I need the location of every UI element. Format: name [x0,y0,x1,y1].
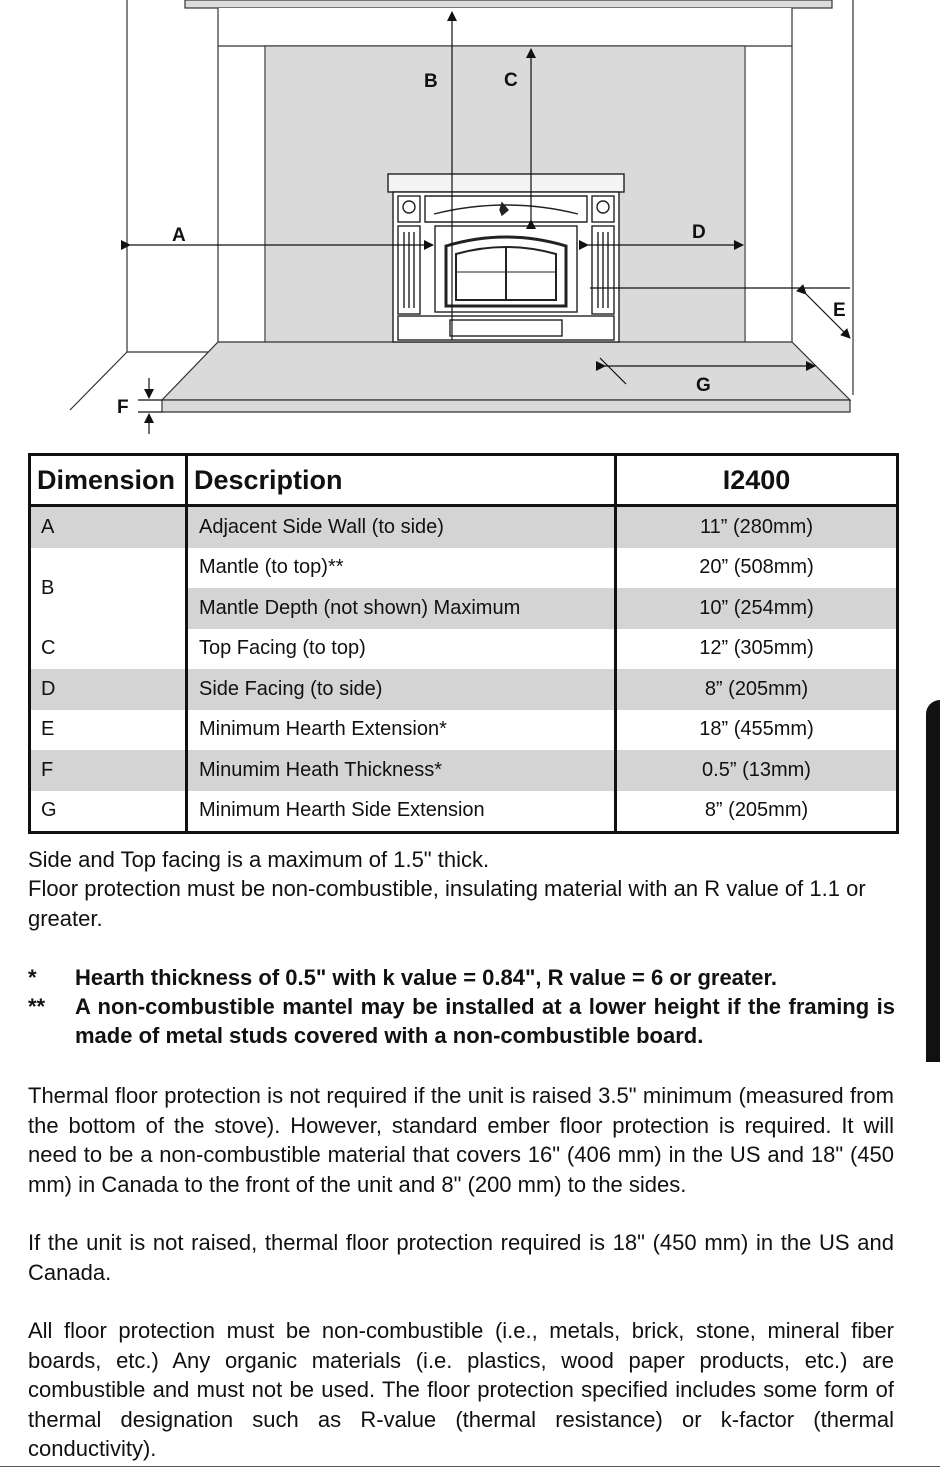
dimension-cell: E [30,710,187,751]
table-row [30,750,898,791]
description-cell: Minimum Hearth Side Extension [187,791,616,833]
dimension-table [28,453,899,834]
value-cell: 8” (205mm) [616,669,898,710]
table-row [30,791,898,833]
dimension-cell: C [30,629,187,670]
dim-label-b: B [424,71,438,92]
dimension-cell: F [30,750,187,791]
description-cell: Mantle Depth (not shown) Maximum [187,588,616,629]
mantel-shelf [185,0,832,8]
bottom-divider [0,1466,940,1467]
header-model: I2400 [616,455,898,506]
value-cell: 20” (508mm) [616,548,898,589]
table-row [30,669,898,710]
table-row [30,629,898,670]
dim-label-c: C [504,70,518,91]
footnote-text: A non-combustible mantel may be installed at a lower height if the framing is made of metal studs covered with a non-combustible board. [75,994,895,1048]
description-cell: Top Facing (to top) [187,629,616,670]
header-description: Description [187,455,616,506]
footnote-marker: ** [28,994,46,1019]
facing-note: Side and Top facing is a maximum of 1.5" thick. [28,847,490,872]
page-edge-tab [926,700,940,1062]
footnote-marker: * [28,965,37,990]
dim-label-d: D [692,222,706,243]
table-row [30,548,898,589]
description-cell: Minumim Heath Thickness* [187,750,616,791]
hearth-top [162,342,850,400]
hearth-front [162,400,850,412]
table-header-row [30,455,898,506]
value-cell: 11” (280mm) [616,506,898,548]
description-cell: Side Facing (to side) [187,669,616,710]
table-row [30,710,898,751]
dim-label-f: F [117,397,129,418]
dim-label-e: E [833,300,846,321]
dimension-cell: B [30,548,187,629]
footnote-single-star [28,963,894,993]
value-cell: 0.5” (13mm) [616,750,898,791]
value-cell: 10” (254mm) [616,588,898,629]
dimension-cell: A [30,506,187,548]
dimension-cell: G [30,791,187,833]
dimension-cell: D [30,669,187,710]
thermal-protection-paragraph: Thermal floor protection is not required if the unit is raised 3.5" minimum (measured from the bottom of the stove). However, standard ember floor protection is required. It will need to be a non-combustible material that covers 16" (406 mm) in the US and 18" (450 mm) in Canada to the front of the unit and 8" (200 mm) to the sides. [28,1083,894,1197]
installation-clearance-diagram [0,0,940,445]
floor-protection-note: Floor protection must be non-combustible, insulating material with an R value of 1.1 or greater. [28,876,866,931]
dim-label-a: A [172,225,186,246]
not-raised-paragraph: If the unit is not raised, thermal floor protection required is 18" (450 mm) in the US and Canada. [28,1230,894,1285]
footnote-text: Hearth thickness of 0.5" with k value = 0.84", R value = 6 or greater. [75,965,777,990]
dim-label-g: G [696,375,711,396]
footnote-double-star [28,992,894,1052]
table-row [30,506,898,548]
header-dimension: Dimension [30,455,187,506]
description-cell: Adjacent Side Wall (to side) [187,506,616,548]
value-cell: 12” (305mm) [616,629,898,670]
value-cell: 18” (455mm) [616,710,898,751]
floor-materials-paragraph: All floor protection must be non-combustible (i.e., metals, brick, stone, mineral fiber boards, etc.) Any organic materials (i.e. plastics, wood paper products, etc.) are combustible and must not be used. The floor protection specified includes some form of thermal designation such as R-value (thermal resistance) or k-factor (thermal conductivity). [28,1318,894,1461]
value-cell: 8” (205mm) [616,791,898,833]
description-cell: Minimum Hearth Extension* [187,710,616,751]
description-cell: Mantle (to top)** [187,548,616,589]
stove-insert [388,174,624,342]
